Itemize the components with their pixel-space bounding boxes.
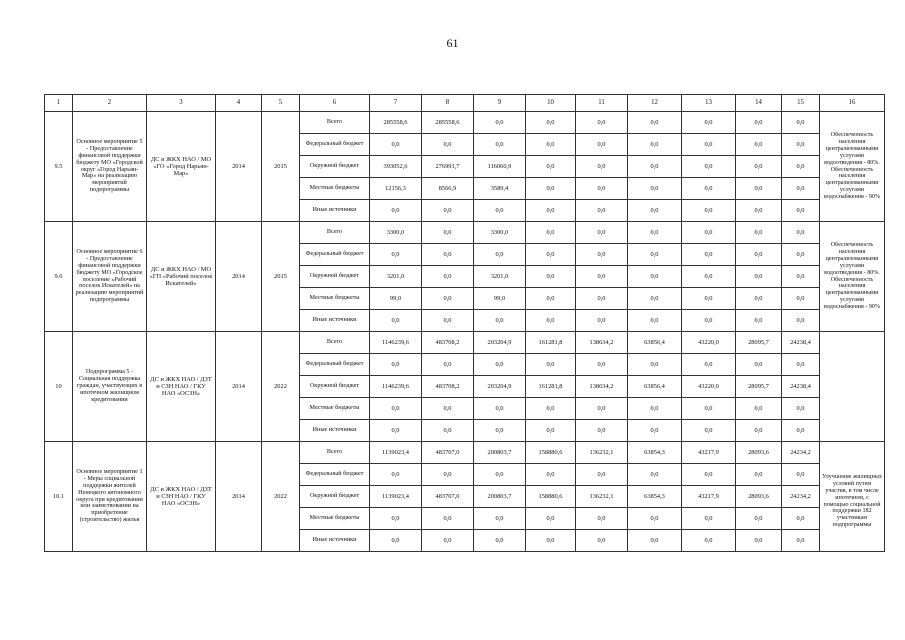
amount-cell: 0,0 <box>474 200 526 222</box>
amount-cell: 0,0 <box>628 156 682 178</box>
amount-cell: 0,0 <box>682 464 736 486</box>
amount-cell: 0,0 <box>628 288 682 310</box>
amount-cell: 0,0 <box>576 508 628 530</box>
amount-cell: 0,0 <box>422 200 474 222</box>
amount-cell: 0,0 <box>682 530 736 552</box>
amount-cell: 0,0 <box>682 288 736 310</box>
amount-cell: 0,0 <box>370 508 422 530</box>
amount-cell: 0,0 <box>628 310 682 332</box>
funding-source: Окружной бюджет <box>300 156 370 178</box>
amount-cell: 0,0 <box>474 420 526 442</box>
amount-cell: 0,0 <box>782 200 820 222</box>
amount-cell: 483708,2 <box>422 332 474 354</box>
column-header: 8 <box>422 95 474 112</box>
row-number: 9.6 <box>45 222 73 332</box>
amount-cell: 0,0 <box>474 134 526 156</box>
amount-cell: 0,0 <box>782 354 820 376</box>
amount-cell: 276991,7 <box>422 156 474 178</box>
amount-cell: 0,0 <box>422 266 474 288</box>
amount-cell: 0,0 <box>576 156 628 178</box>
amount-cell: 0,0 <box>736 200 782 222</box>
amount-cell: 0,0 <box>526 530 576 552</box>
amount-cell: 1146239,6 <box>370 376 422 398</box>
amount-cell: 0,0 <box>628 508 682 530</box>
amount-cell: 0,0 <box>736 310 782 332</box>
end-year: 2022 <box>262 442 300 552</box>
amount-cell: 0,0 <box>628 134 682 156</box>
amount-cell: 43217,9 <box>682 486 736 508</box>
amount-cell: 0,0 <box>370 354 422 376</box>
amount-cell: 0,0 <box>628 222 682 244</box>
amount-cell: 0,0 <box>370 398 422 420</box>
amount-cell: 0,0 <box>526 288 576 310</box>
amount-cell: 0,0 <box>422 420 474 442</box>
amount-cell: 0,0 <box>736 156 782 178</box>
amount-cell: 0,0 <box>474 310 526 332</box>
measure-name: Основное мероприятие 5 - Предоставление финансовой поддержки бюджету МО «Городской округ «Город Нарьян-Мар» на реализацию мероприятий подпрограммы <box>73 112 147 222</box>
amount-cell: 1146239,6 <box>370 332 422 354</box>
amount-cell: 116060,9 <box>474 156 526 178</box>
amount-cell: 0,0 <box>736 134 782 156</box>
amount-cell: 0,0 <box>682 156 736 178</box>
amount-cell: 1139023,4 <box>370 442 422 464</box>
funding-source: Местные бюджеты <box>300 178 370 200</box>
funding-source: Местные бюджеты <box>300 508 370 530</box>
amount-cell: 0,0 <box>576 530 628 552</box>
amount-cell: 0,0 <box>736 420 782 442</box>
column-header: 6 <box>300 95 370 112</box>
amount-cell: 63856,4 <box>628 376 682 398</box>
measure-name: Основное мероприятие 6 - Предоставление финансовой поддержки бюджету МО «Городское поселение «Рабочий поселок Искателей» на реализацию мероприятий подпрограммы <box>73 222 147 332</box>
end-year: 2015 <box>262 222 300 332</box>
amount-cell: 0,0 <box>370 464 422 486</box>
amount-cell: 0,0 <box>782 156 820 178</box>
table-row <box>45 332 885 354</box>
amount-cell: 24234,2 <box>782 442 820 464</box>
column-header: 2 <box>73 95 147 112</box>
measure-name: Подпрограмма 5 - Социальная поддержка граждан, участвующих в ипотечном жилищном кредитовании <box>73 332 147 442</box>
amount-cell: 28093,6 <box>736 442 782 464</box>
amount-cell: 0,0 <box>526 112 576 134</box>
amount-cell: 63854,3 <box>628 442 682 464</box>
amount-cell: 0,0 <box>526 244 576 266</box>
amount-cell: 0,0 <box>576 310 628 332</box>
table-row <box>45 442 885 464</box>
amount-cell: 0,0 <box>736 354 782 376</box>
amount-cell: 0,0 <box>422 398 474 420</box>
funding-source: Иные источники <box>300 200 370 222</box>
amount-cell: 161281,8 <box>526 376 576 398</box>
amount-cell: 158880,6 <box>526 486 576 508</box>
amount-cell: 0,0 <box>422 310 474 332</box>
amount-cell: 24238,4 <box>782 376 820 398</box>
amount-cell: 0,0 <box>474 112 526 134</box>
amount-cell: 0,0 <box>682 508 736 530</box>
header-row <box>45 95 885 112</box>
amount-cell: 0,0 <box>526 464 576 486</box>
responsible-executor: ДС и ЖКХ НАО / МО «ГО «Город Нарьян-Мар» <box>147 112 216 222</box>
row-number: 9.5 <box>45 112 73 222</box>
amount-cell: 0,0 <box>682 134 736 156</box>
amount-cell: 63854,3 <box>628 486 682 508</box>
amount-cell: 0,0 <box>628 112 682 134</box>
start-year: 2014 <box>216 442 262 552</box>
row-number: 10.1 <box>45 442 73 552</box>
amount-cell: 161281,8 <box>526 332 576 354</box>
end-year: 2022 <box>262 332 300 442</box>
funding-source: Окружной бюджет <box>300 486 370 508</box>
funding-source: Иные источники <box>300 310 370 332</box>
amount-cell: 0,0 <box>782 112 820 134</box>
amount-cell: 3201,0 <box>474 266 526 288</box>
amount-cell: 24234,2 <box>782 486 820 508</box>
amount-cell: 3589,4 <box>474 178 526 200</box>
amount-cell: 0,0 <box>628 420 682 442</box>
amount-cell: 0,0 <box>526 200 576 222</box>
amount-cell: 0,0 <box>576 266 628 288</box>
amount-cell: 0,0 <box>782 310 820 332</box>
amount-cell: 0,0 <box>682 200 736 222</box>
amount-cell: 0,0 <box>576 222 628 244</box>
expected-result: Обеспеченность населения централизованными услугами водоотведения - 80%. Обеспеченность населения централизованными услугами водоснабжения - 90% <box>820 112 885 222</box>
amount-cell: 0,0 <box>576 398 628 420</box>
funding-source: Всего <box>300 112 370 134</box>
amount-cell: 0,0 <box>474 508 526 530</box>
amount-cell: 0,0 <box>736 178 782 200</box>
column-header: 1 <box>45 95 73 112</box>
amount-cell: 0,0 <box>628 464 682 486</box>
amount-cell: 0,0 <box>682 112 736 134</box>
funding-source: Местные бюджеты <box>300 288 370 310</box>
amount-cell: 99,0 <box>370 288 422 310</box>
funding-source: Федеральный бюджет <box>300 134 370 156</box>
amount-cell: 0,0 <box>736 530 782 552</box>
funding-source: Федеральный бюджет <box>300 464 370 486</box>
column-header: 15 <box>782 95 820 112</box>
funding-source: Иные источники <box>300 420 370 442</box>
amount-cell: 0,0 <box>474 530 526 552</box>
amount-cell: 483707,0 <box>422 442 474 464</box>
funding-source: Всего <box>300 222 370 244</box>
amount-cell: 0,0 <box>782 178 820 200</box>
end-year: 2015 <box>262 112 300 222</box>
amount-cell: 0,0 <box>628 530 682 552</box>
amount-cell: 0,0 <box>782 288 820 310</box>
amount-cell: 0,0 <box>682 178 736 200</box>
amount-cell: 99,0 <box>474 288 526 310</box>
amount-cell: 3300,0 <box>474 222 526 244</box>
amount-cell: 0,0 <box>628 200 682 222</box>
amount-cell: 0,0 <box>682 244 736 266</box>
amount-cell: 0,0 <box>682 310 736 332</box>
amount-cell: 0,0 <box>422 508 474 530</box>
funding-source: Окружной бюджет <box>300 266 370 288</box>
amount-cell: 0,0 <box>736 464 782 486</box>
amount-cell: 43220,0 <box>682 376 736 398</box>
amount-cell: 0,0 <box>736 288 782 310</box>
amount-cell: 0,0 <box>682 222 736 244</box>
funding-source: Федеральный бюджет <box>300 244 370 266</box>
amount-cell: 0,0 <box>576 200 628 222</box>
amount-cell: 63856,4 <box>628 332 682 354</box>
amount-cell: 0,0 <box>370 134 422 156</box>
amount-cell: 158880,6 <box>526 442 576 464</box>
funding-source: Федеральный бюджет <box>300 354 370 376</box>
amount-cell: 0,0 <box>526 420 576 442</box>
amount-cell: 0,0 <box>526 222 576 244</box>
amount-cell: 138634,2 <box>576 332 628 354</box>
column-header: 9 <box>474 95 526 112</box>
amount-cell: 0,0 <box>526 310 576 332</box>
amount-cell: 0,0 <box>736 222 782 244</box>
amount-cell: 3300,0 <box>370 222 422 244</box>
amount-cell: 0,0 <box>736 244 782 266</box>
column-header: 14 <box>736 95 782 112</box>
amount-cell: 0,0 <box>422 134 474 156</box>
expected-result: Обеспеченность населения централизованными услугами водоотведения - 80%. Обеспеченность населения централизованными услугами водоснабжения - 90% <box>820 222 885 332</box>
column-header: 16 <box>820 95 885 112</box>
amount-cell: 0,0 <box>526 156 576 178</box>
amount-cell: 0,0 <box>526 398 576 420</box>
amount-cell: 0,0 <box>474 464 526 486</box>
start-year: 2014 <box>216 222 262 332</box>
expected-result: Улучшение жилищных условий путем участия, в том числе ипотечном, с помощью социальной поддержки 182 участникам подпрограммы <box>820 442 885 552</box>
amount-cell: 0,0 <box>474 244 526 266</box>
amount-cell: 0,0 <box>474 398 526 420</box>
amount-cell: 203204,9 <box>474 376 526 398</box>
amount-cell: 28093,6 <box>736 486 782 508</box>
amount-cell: 200803,7 <box>474 442 526 464</box>
amount-cell: 0,0 <box>736 266 782 288</box>
amount-cell: 0,0 <box>370 530 422 552</box>
funding-source: Иные источники <box>300 530 370 552</box>
amount-cell: 24238,4 <box>782 332 820 354</box>
amount-cell: 393052,6 <box>370 156 422 178</box>
amount-cell: 138634,2 <box>576 376 628 398</box>
amount-cell: 483707,0 <box>422 486 474 508</box>
amount-cell: 0,0 <box>682 354 736 376</box>
amount-cell: 3201,0 <box>370 266 422 288</box>
amount-cell: 0,0 <box>370 244 422 266</box>
amount-cell: 285558,6 <box>422 112 474 134</box>
start-year: 2014 <box>216 112 262 222</box>
amount-cell: 0,0 <box>628 398 682 420</box>
amount-cell: 0,0 <box>422 222 474 244</box>
column-header: 7 <box>370 95 422 112</box>
responsible-executor: ДС и ЖКХ НАО / ДЗТ и СЗН НАО / ГКУ НАО «ОСЗН» <box>147 332 216 442</box>
amount-cell: 8566,9 <box>422 178 474 200</box>
amount-cell: 0,0 <box>628 244 682 266</box>
amount-cell: 0,0 <box>628 266 682 288</box>
amount-cell: 0,0 <box>422 464 474 486</box>
funding-source: Всего <box>300 332 370 354</box>
funding-source: Окружной бюджет <box>300 376 370 398</box>
amount-cell: 28095,7 <box>736 376 782 398</box>
column-header: 3 <box>147 95 216 112</box>
expected-result <box>820 332 885 442</box>
amount-cell: 0,0 <box>576 420 628 442</box>
amount-cell: 0,0 <box>474 354 526 376</box>
amount-cell: 0,0 <box>736 112 782 134</box>
amount-cell: 0,0 <box>782 244 820 266</box>
amount-cell: 0,0 <box>736 508 782 530</box>
amount-cell: 0,0 <box>782 222 820 244</box>
amount-cell: 0,0 <box>422 244 474 266</box>
amount-cell: 0,0 <box>782 464 820 486</box>
column-header: 4 <box>216 95 262 112</box>
amount-cell: 0,0 <box>682 266 736 288</box>
budget-table <box>44 94 885 552</box>
start-year: 2014 <box>216 332 262 442</box>
responsible-executor: ДС и ЖКХ НАО / МО «ГП «Рабочий поселок Искателей» <box>147 222 216 332</box>
amount-cell: 0,0 <box>576 178 628 200</box>
amount-cell: 0,0 <box>526 354 576 376</box>
amount-cell: 0,0 <box>370 200 422 222</box>
amount-cell: 0,0 <box>782 508 820 530</box>
amount-cell: 0,0 <box>576 134 628 156</box>
amount-cell: 0,0 <box>370 310 422 332</box>
measure-name: Основное мероприятие 1 - Меры социальной поддержки жителей Ненецкого автономного округа при кредитовании или заимствовании на приобретение (строительство) жилья <box>73 442 147 552</box>
amount-cell: 285558,6 <box>370 112 422 134</box>
amount-cell: 0,0 <box>576 112 628 134</box>
funding-source: Всего <box>300 442 370 464</box>
amount-cell: 0,0 <box>782 530 820 552</box>
amount-cell: 0,0 <box>782 398 820 420</box>
table-row <box>45 112 885 134</box>
column-header: 11 <box>576 95 628 112</box>
amount-cell: 0,0 <box>782 266 820 288</box>
amount-cell: 43220,0 <box>682 332 736 354</box>
amount-cell: 0,0 <box>422 354 474 376</box>
amount-cell: 0,0 <box>370 420 422 442</box>
amount-cell: 0,0 <box>526 266 576 288</box>
page-number: 61 <box>446 36 459 50</box>
amount-cell: 0,0 <box>576 288 628 310</box>
row-number: 10 <box>45 332 73 442</box>
amount-cell: 0,0 <box>576 464 628 486</box>
amount-cell: 0,0 <box>736 398 782 420</box>
amount-cell: 0,0 <box>526 134 576 156</box>
amount-cell: 0,0 <box>782 134 820 156</box>
amount-cell: 0,0 <box>682 420 736 442</box>
amount-cell: 0,0 <box>422 530 474 552</box>
amount-cell: 1139023,4 <box>370 486 422 508</box>
amount-cell: 203204,9 <box>474 332 526 354</box>
amount-cell: 28095,7 <box>736 332 782 354</box>
column-header: 5 <box>262 95 300 112</box>
amount-cell: 0,0 <box>576 244 628 266</box>
amount-cell: 0,0 <box>526 178 576 200</box>
column-header: 10 <box>526 95 576 112</box>
amount-cell: 0,0 <box>628 178 682 200</box>
amount-cell: 43217,9 <box>682 442 736 464</box>
amount-cell: 0,0 <box>526 508 576 530</box>
amount-cell: 0,0 <box>628 354 682 376</box>
amount-cell: 136232,1 <box>576 442 628 464</box>
table-row <box>45 222 885 244</box>
amount-cell: 0,0 <box>422 288 474 310</box>
amount-cell: 136232,1 <box>576 486 628 508</box>
column-header: 13 <box>682 95 736 112</box>
funding-source: Местные бюджеты <box>300 398 370 420</box>
amount-cell: 0,0 <box>576 354 628 376</box>
responsible-executor: ДС и ЖКХ НАО / ДЗТ и СЗН НАО / ГКУ НАО «ОСЗН» <box>147 442 216 552</box>
amount-cell: 0,0 <box>682 398 736 420</box>
amount-cell: 0,0 <box>782 420 820 442</box>
amount-cell: 483708,2 <box>422 376 474 398</box>
amount-cell: 200803,7 <box>474 486 526 508</box>
amount-cell: 12156,3 <box>370 178 422 200</box>
column-header: 12 <box>628 95 682 112</box>
